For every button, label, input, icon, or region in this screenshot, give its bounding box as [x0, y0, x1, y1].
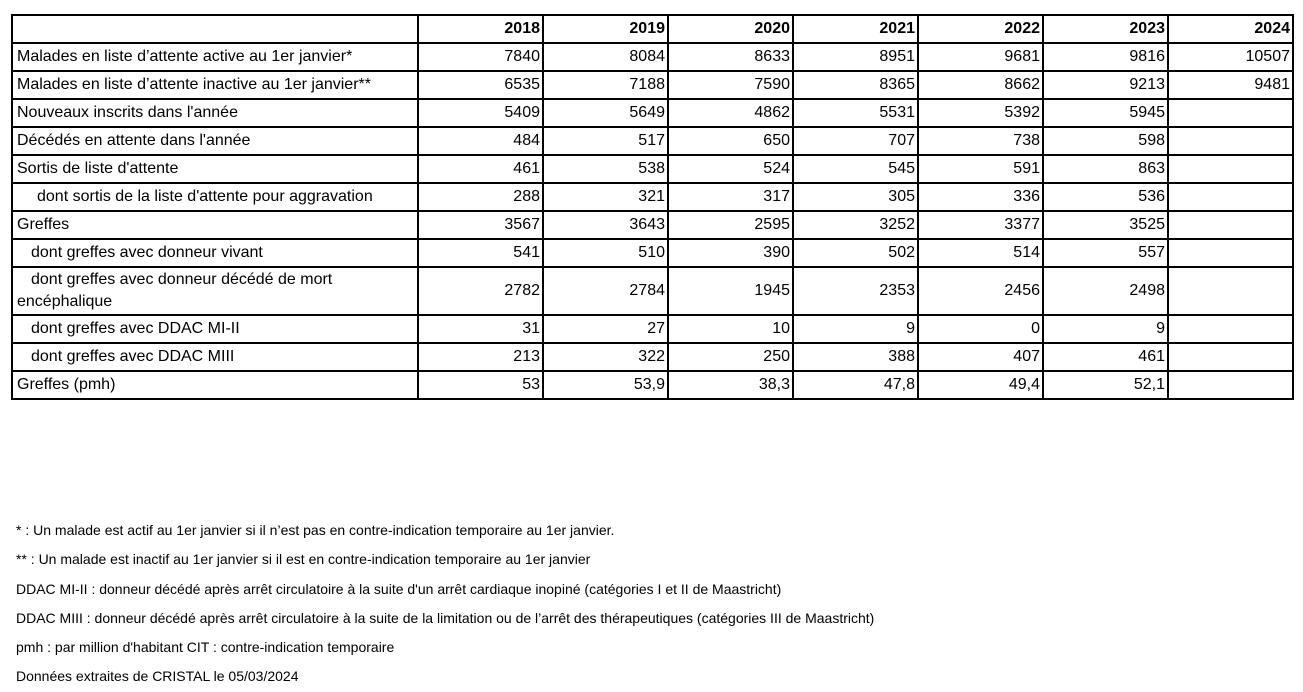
- table-cell: 305: [793, 183, 918, 211]
- table-cell: 9213: [1043, 71, 1168, 99]
- table-row: [12, 239, 1293, 267]
- table-cell: 3567: [418, 211, 543, 239]
- table-cell: 9816: [1043, 43, 1168, 71]
- footnote-active: * : Un malade est actif au 1er janvier si il n’est pas en contre-indication temporaire au 1er janvier.: [16, 522, 615, 538]
- table-row: [12, 343, 1293, 371]
- row-label-line2: encéphalique: [17, 293, 113, 310]
- table-cell: 388: [793, 343, 918, 371]
- table-row: [12, 211, 1293, 239]
- table-cell: 317: [668, 183, 793, 211]
- table-row: [12, 155, 1293, 183]
- table-cell: 6535: [418, 71, 543, 99]
- table-cell: 2456: [918, 267, 1043, 315]
- table-cell: [1168, 99, 1293, 127]
- footnote-source: Données extraites de CRISTAL le 05/03/2024: [16, 668, 299, 685]
- table-cell: 863: [1043, 155, 1168, 183]
- table-cell: 536: [1043, 183, 1168, 211]
- table-cell: 8662: [918, 71, 1043, 99]
- table-row: [12, 183, 1293, 211]
- footnote-ddac-miii: DDAC MIII : donneur décédé après arrêt circulatoire à la suite de la limitation ou de l’arrêt des thérapeutiques (catégories III de Maastricht): [16, 609, 875, 626]
- table-cell: 5945: [1043, 99, 1168, 127]
- table-cell: [1168, 343, 1293, 371]
- table-cell: 53: [418, 371, 543, 399]
- table-cell: 484: [418, 127, 543, 155]
- table-cell: 650: [668, 127, 793, 155]
- table-cell: 9: [793, 315, 918, 343]
- table-cell: 9681: [918, 43, 1043, 71]
- table-cell: 5649: [543, 99, 668, 127]
- table-cell: [1168, 127, 1293, 155]
- table-cell: 10: [668, 315, 793, 343]
- table-cell: 502: [793, 239, 918, 267]
- table-cell: 461: [418, 155, 543, 183]
- row-label: Malades en liste d’attente active au 1er janvier*: [12, 43, 418, 71]
- table-cell: 8365: [793, 71, 918, 99]
- header-year-2019: 2019: [543, 15, 668, 43]
- table-cell: 2498: [1043, 267, 1168, 315]
- table-cell: 514: [918, 239, 1043, 267]
- table-cell: 27: [543, 315, 668, 343]
- table-cell: 510: [543, 239, 668, 267]
- table-cell: 336: [918, 183, 1043, 211]
- table-row: [12, 43, 1293, 71]
- table-cell: 598: [1043, 127, 1168, 155]
- table-cell: 545: [793, 155, 918, 183]
- table-cell: 591: [918, 155, 1043, 183]
- table-cell: 8084: [543, 43, 668, 71]
- table-cell: 541: [418, 239, 543, 267]
- table-cell: 7840: [418, 43, 543, 71]
- table-cell: 250: [668, 343, 793, 371]
- table-cell: 10507: [1168, 43, 1293, 71]
- footnote-pmh-cit: pmh : par million d'habitant CIT : contre-indication temporaire: [16, 639, 395, 656]
- table-cell: [1168, 183, 1293, 211]
- row-label: Sortis de liste d'attente: [12, 155, 418, 183]
- table-cell: 3377: [918, 211, 1043, 239]
- header-year-2022: 2022: [918, 15, 1043, 43]
- table-cell: 47,8: [793, 371, 918, 399]
- header-year-2023: 2023: [1043, 15, 1168, 43]
- header-year-2021: 2021: [793, 15, 918, 43]
- row-label: [12, 267, 418, 315]
- table-cell: 2595: [668, 211, 793, 239]
- row-label: Malades en liste d’attente inactive au 1er janvier**: [12, 71, 418, 99]
- row-label: dont greffes avec DDAC MI-II: [12, 315, 418, 343]
- table-cell: 53,9: [543, 371, 668, 399]
- footnote-ddac-mi-ii: DDAC MI-II : donneur décédé après arrêt circulatoire à la suite d'un arrêt cardiaque inopiné (catégories I et II de Maastricht): [16, 580, 782, 597]
- table-row: [12, 71, 1293, 99]
- row-label: Greffes: [12, 211, 418, 239]
- table-cell: 738: [918, 127, 1043, 155]
- table-cell: 7188: [543, 71, 668, 99]
- table-cell: 9: [1043, 315, 1168, 343]
- table-cell: 5409: [418, 99, 543, 127]
- table-cell: 3252: [793, 211, 918, 239]
- table-row: [12, 267, 1293, 315]
- header-row: [12, 15, 1293, 43]
- header-year-2020: 2020: [668, 15, 793, 43]
- row-label: Nouveaux inscrits dans l'année: [12, 99, 418, 127]
- table-cell: 49,4: [918, 371, 1043, 399]
- table-cell: 8951: [793, 43, 918, 71]
- table-cell: 707: [793, 127, 918, 155]
- table-cell: [1168, 155, 1293, 183]
- table-cell: 517: [543, 127, 668, 155]
- table-cell: 38,3: [668, 371, 793, 399]
- statistics-table: [11, 14, 1294, 400]
- table-cell: [1168, 267, 1293, 315]
- table-cell: [1168, 315, 1293, 343]
- table-cell: 557: [1043, 239, 1168, 267]
- table-cell: 2782: [418, 267, 543, 315]
- table-cell: 524: [668, 155, 793, 183]
- table-cell: 9481: [1168, 71, 1293, 99]
- table-cell: 3643: [543, 211, 668, 239]
- table-cell: 538: [543, 155, 668, 183]
- row-label: dont greffes avec donneur vivant: [12, 239, 418, 267]
- header-cell-empty: [12, 15, 418, 43]
- table-cell: 31: [418, 315, 543, 343]
- table-cell: 7590: [668, 71, 793, 99]
- table-cell: 321: [543, 183, 668, 211]
- table-cell: 461: [1043, 343, 1168, 371]
- table-cell: 4862: [668, 99, 793, 127]
- table-row: [12, 315, 1293, 343]
- row-label: Greffes (pmh): [12, 371, 418, 399]
- table-cell: 2353: [793, 267, 918, 315]
- row-label-line1: dont greffes avec donneur décédé de mort: [31, 271, 333, 288]
- table-cell: 5392: [918, 99, 1043, 127]
- header-year-2024: 2024: [1168, 15, 1293, 43]
- table-cell: 1945: [668, 267, 793, 315]
- table-cell: 407: [918, 343, 1043, 371]
- table-cell: 213: [418, 343, 543, 371]
- table-cell: 2784: [543, 267, 668, 315]
- table-cell: [1168, 371, 1293, 399]
- table-cell: 52,1: [1043, 371, 1168, 399]
- row-label: dont greffes avec DDAC MIII: [12, 343, 418, 371]
- table-cell: 288: [418, 183, 543, 211]
- row-label: Décédés en attente dans l'année: [12, 127, 418, 155]
- table-cell: 5531: [793, 99, 918, 127]
- table-cell: [1168, 239, 1293, 267]
- table-row: [12, 127, 1293, 155]
- footnotes: [16, 516, 874, 692]
- table-cell: 8633: [668, 43, 793, 71]
- header-year-2018: 2018: [418, 15, 543, 43]
- table-cell: 0: [918, 315, 1043, 343]
- footnote-inactive: ** : Un malade est inactif au 1er janvier si il est en contre-indication temporaire au 1er janvier: [16, 551, 591, 568]
- table-row: [12, 371, 1293, 399]
- table-cell: 322: [543, 343, 668, 371]
- table-cell: 3525: [1043, 211, 1168, 239]
- table-cell: [1168, 211, 1293, 239]
- table-row: [12, 99, 1293, 127]
- table-cell: 390: [668, 239, 793, 267]
- row-label: dont sortis de la liste d'attente pour aggravation: [12, 183, 418, 211]
